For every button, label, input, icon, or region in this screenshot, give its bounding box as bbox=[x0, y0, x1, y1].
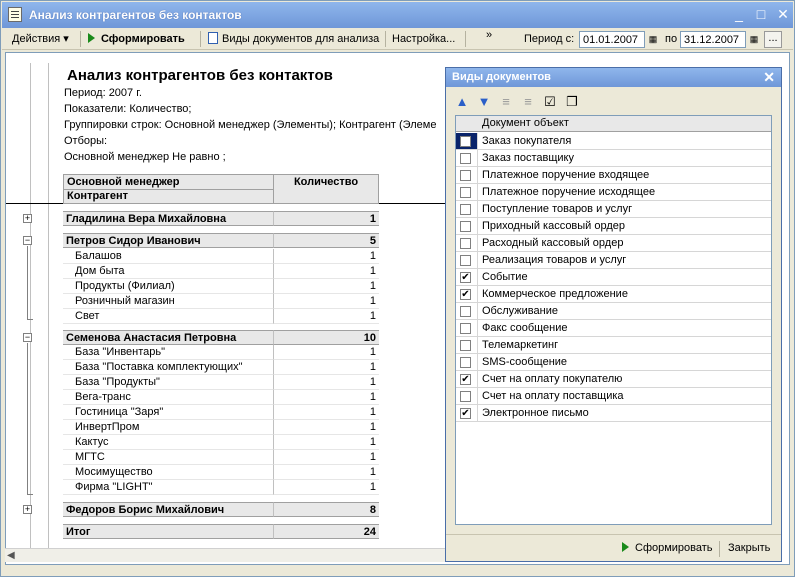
item-label: SMS-сообщение bbox=[482, 356, 568, 368]
item-label: Приходный кассовый ордер bbox=[482, 220, 626, 232]
item-checkbox[interactable] bbox=[460, 136, 471, 147]
report-filters: Отборы: bbox=[64, 135, 108, 147]
sort-desc-icon[interactable]: ≡ bbox=[524, 94, 532, 109]
item-name: База "Инвентарь" bbox=[63, 345, 273, 360]
total-label: Итог bbox=[63, 524, 273, 539]
table-row[interactable] bbox=[63, 435, 379, 450]
item-qty: 1 bbox=[273, 465, 379, 480]
scroll-left-icon[interactable]: ◀ bbox=[7, 550, 15, 561]
report-indicators: Показатели: Количество; bbox=[64, 103, 192, 115]
play-icon bbox=[622, 542, 629, 552]
table-row[interactable] bbox=[63, 249, 379, 264]
gutter-line bbox=[48, 63, 49, 555]
item-qty: 1 bbox=[273, 264, 379, 279]
group-qty: 1 bbox=[273, 211, 379, 226]
period-label: Период с: bbox=[524, 33, 575, 45]
check-all-icon[interactable]: ☑ bbox=[544, 94, 556, 109]
item-qty: 1 bbox=[273, 450, 379, 465]
period-select-button[interactable]: ... bbox=[764, 31, 782, 48]
item-qty: 1 bbox=[273, 345, 379, 360]
item-checkbox[interactable]: ✔ bbox=[461, 374, 470, 385]
item-label: Поступление товаров и услуг bbox=[482, 203, 633, 215]
group-name: Федоров Борис Михайлович bbox=[63, 502, 273, 517]
item-label: Платежное поручение входящее bbox=[482, 169, 650, 181]
list-item[interactable] bbox=[456, 133, 771, 150]
table-row-total bbox=[63, 524, 379, 539]
item-name: Вега-транс bbox=[63, 390, 273, 405]
report-filter-value: Основной менеджер Не равно ; bbox=[64, 151, 226, 163]
table-row[interactable] bbox=[63, 360, 379, 375]
checkbox-cell bbox=[456, 354, 478, 370]
list-item[interactable] bbox=[456, 303, 771, 320]
item-label: Коммерческое предложение bbox=[482, 288, 628, 300]
gutter-line bbox=[30, 63, 31, 555]
item-name: Продукты (Филиал) bbox=[63, 279, 273, 294]
tree-line bbox=[27, 494, 33, 495]
item-name: Дом быта bbox=[63, 264, 273, 279]
list-item[interactable] bbox=[456, 218, 771, 235]
checkbox-cell bbox=[456, 218, 478, 234]
list-item[interactable] bbox=[456, 235, 771, 252]
item-label: Счет на оплату поставщика bbox=[482, 390, 624, 402]
checkbox-cell bbox=[456, 252, 478, 268]
item-label: Расходный кассовый ордер bbox=[482, 237, 624, 249]
popup-generate-button[interactable] bbox=[622, 539, 713, 557]
checkbox-cell bbox=[456, 269, 478, 285]
item-qty: 1 bbox=[273, 360, 379, 375]
item-name: Балашов bbox=[63, 249, 273, 264]
minimize-button[interactable]: _ bbox=[735, 6, 743, 22]
doc-types-button[interactable] bbox=[204, 30, 383, 48]
more-chevron-icon[interactable]: » bbox=[486, 29, 493, 41]
popup-close-icon[interactable]: ✕ bbox=[763, 69, 775, 85]
toolbar bbox=[2, 28, 793, 50]
item-label: Реализация товаров и услуг bbox=[482, 254, 627, 266]
toolbar-separator bbox=[200, 31, 201, 47]
actions-menu[interactable]: Действия ▾ bbox=[12, 33, 69, 45]
item-checkbox[interactable] bbox=[460, 357, 471, 368]
toolbar-separator bbox=[80, 31, 81, 47]
item-name: Свет bbox=[63, 309, 273, 324]
table-row[interactable] bbox=[63, 480, 379, 495]
table-row-group[interactable] bbox=[63, 211, 379, 226]
item-label: Факс сообщение bbox=[482, 322, 568, 334]
generate-button[interactable] bbox=[84, 30, 189, 48]
list-header bbox=[456, 116, 771, 132]
list-item[interactable] bbox=[456, 150, 771, 167]
checkbox-cell bbox=[456, 286, 478, 302]
list-item[interactable] bbox=[456, 252, 771, 269]
horizontal-scrollbar[interactable] bbox=[5, 548, 446, 562]
item-qty: 1 bbox=[273, 405, 379, 420]
list-item[interactable] bbox=[456, 286, 771, 303]
doc-types-list bbox=[455, 115, 772, 525]
item-name: Мосимущество bbox=[63, 465, 273, 480]
table-row[interactable] bbox=[63, 309, 379, 324]
checkbox-cell bbox=[456, 371, 478, 387]
list-item[interactable] bbox=[456, 354, 771, 371]
table-row[interactable] bbox=[63, 390, 379, 405]
table-row[interactable] bbox=[63, 450, 379, 465]
item-qty: 1 bbox=[273, 249, 379, 264]
popup-footer bbox=[446, 534, 781, 560]
group-name: Гладилина Вера Михайловна bbox=[63, 211, 273, 226]
generate-label: Сформировать bbox=[101, 33, 185, 45]
sort-asc-icon[interactable]: ≡ bbox=[502, 94, 510, 109]
settings-button[interactable]: Настройка... bbox=[392, 33, 456, 45]
list-item[interactable] bbox=[456, 184, 771, 201]
table-row[interactable] bbox=[63, 420, 379, 435]
popup-title: Виды документов bbox=[452, 71, 551, 83]
column-header-quantity: Количество bbox=[273, 174, 379, 204]
checkbox-cell bbox=[456, 167, 478, 183]
item-name: ИнвертПром bbox=[63, 420, 273, 435]
item-label: Электронное письмо bbox=[482, 407, 589, 419]
popup-close-button[interactable]: Закрыть bbox=[728, 542, 771, 554]
table-row[interactable] bbox=[63, 294, 379, 309]
checkbox-cell bbox=[456, 337, 478, 353]
item-checkbox[interactable] bbox=[460, 323, 471, 334]
checkbox-cell bbox=[456, 235, 478, 251]
item-qty: 1 bbox=[273, 435, 379, 450]
toolbar-separator bbox=[465, 31, 466, 47]
item-checkbox[interactable]: ✔ bbox=[461, 408, 470, 419]
item-name: База "Поставка комплектующих" bbox=[63, 360, 273, 375]
popup-title-bar bbox=[446, 68, 781, 87]
item-checkbox[interactable] bbox=[460, 170, 471, 181]
item-checkbox[interactable]: ✔ bbox=[461, 289, 470, 300]
item-label: Событие bbox=[482, 271, 528, 283]
document-icon bbox=[8, 7, 22, 22]
item-checkbox[interactable] bbox=[460, 204, 471, 215]
checkbox-cell bbox=[456, 133, 478, 149]
group-qty: 10 bbox=[273, 330, 379, 345]
checkbox-cell bbox=[456, 201, 478, 217]
item-checkbox[interactable] bbox=[460, 153, 471, 164]
report-groupings: Группировки строк: Основной менеджер (Элементы); Контрагент (Элеме bbox=[64, 119, 437, 131]
footer-separator bbox=[719, 541, 720, 557]
item-checkbox[interactable] bbox=[460, 255, 471, 266]
item-qty: 1 bbox=[273, 375, 379, 390]
group-qty: 8 bbox=[273, 502, 379, 517]
checkbox-cell bbox=[456, 303, 478, 319]
list-item[interactable] bbox=[456, 388, 771, 405]
report-title: Анализ контрагентов без контактов bbox=[67, 67, 333, 84]
table-row-group[interactable] bbox=[63, 330, 379, 345]
expand-icon[interactable]: + bbox=[24, 213, 31, 223]
group-qty: 5 bbox=[273, 233, 379, 248]
move-up-icon[interactable]: ▲ bbox=[455, 94, 469, 109]
list-item[interactable] bbox=[456, 167, 771, 184]
collapse-icon[interactable]: − bbox=[24, 332, 31, 342]
item-qty: 1 bbox=[273, 294, 379, 309]
item-checkbox[interactable] bbox=[460, 340, 471, 351]
calendar-icon[interactable]: ▦ bbox=[749, 34, 759, 44]
list-item[interactable] bbox=[456, 405, 771, 422]
list-item[interactable] bbox=[456, 337, 771, 354]
checkbox-cell bbox=[456, 150, 478, 166]
item-qty: 1 bbox=[273, 420, 379, 435]
move-down-icon[interactable]: ▼ bbox=[477, 94, 491, 109]
uncheck-all-icon[interactable]: ❐ bbox=[566, 94, 578, 109]
window-title: Анализ контрагентов без контактов bbox=[29, 8, 242, 22]
title-bar bbox=[2, 2, 793, 28]
doc-types-label: Виды документов для анализа bbox=[222, 33, 380, 45]
column-header-manager: Основной менеджер bbox=[63, 174, 274, 190]
doc-types-icon bbox=[208, 32, 218, 44]
item-qty: 1 bbox=[273, 480, 379, 495]
total-qty: 24 bbox=[273, 524, 379, 539]
item-checkbox[interactable] bbox=[460, 238, 471, 249]
item-qty: 1 bbox=[273, 309, 379, 324]
item-label: Телемаркетинг bbox=[482, 339, 559, 351]
checkbox-cell bbox=[456, 405, 478, 421]
list-column-header: Документ объект bbox=[482, 117, 569, 129]
list-item[interactable] bbox=[456, 371, 771, 388]
table-row[interactable] bbox=[63, 279, 379, 294]
play-icon bbox=[88, 33, 95, 43]
table-row[interactable] bbox=[63, 345, 379, 360]
expand-icon[interactable]: + bbox=[24, 504, 31, 514]
table-row-group[interactable] bbox=[63, 502, 379, 517]
checkbox-cell bbox=[456, 320, 478, 336]
doc-types-popup bbox=[445, 67, 782, 562]
report-period: Период: 2007 г. bbox=[64, 87, 142, 99]
table-row[interactable] bbox=[63, 375, 379, 390]
item-label: Заказ покупателя bbox=[482, 135, 572, 147]
checkbox-cell bbox=[456, 388, 478, 404]
item-label: Счет на оплату покупателю bbox=[482, 373, 623, 385]
column-header-counterparty: Контрагент bbox=[63, 189, 274, 204]
list-item[interactable] bbox=[456, 201, 771, 218]
calendar-icon[interactable]: ▦ bbox=[648, 34, 658, 44]
item-checkbox[interactable] bbox=[460, 221, 471, 232]
item-label: Обслуживание bbox=[482, 305, 558, 317]
item-name: Фирма "LIGHT" bbox=[63, 480, 273, 495]
table-row[interactable] bbox=[63, 405, 379, 420]
item-checkbox[interactable] bbox=[460, 187, 471, 198]
item-qty: 1 bbox=[273, 279, 379, 294]
item-name: Гостиница "Заря" bbox=[63, 405, 273, 420]
group-name: Петров Сидор Иванович bbox=[63, 233, 273, 248]
group-name: Семенова Анастасия Петровна bbox=[63, 330, 273, 345]
item-checkbox[interactable]: ✔ bbox=[461, 272, 470, 283]
item-checkbox[interactable] bbox=[460, 306, 471, 317]
date-to-field[interactable]: 31.12.2007 bbox=[680, 31, 746, 48]
item-label: Заказ поставщику bbox=[482, 152, 574, 164]
close-button[interactable]: ✕ bbox=[777, 6, 789, 22]
item-checkbox[interactable] bbox=[460, 391, 471, 402]
list-item[interactable] bbox=[456, 269, 771, 286]
item-name: Розничный магазин bbox=[63, 294, 273, 309]
table-row[interactable] bbox=[63, 264, 379, 279]
popup-generate-label: Сформировать bbox=[635, 542, 713, 554]
list-item[interactable] bbox=[456, 320, 771, 337]
item-name: МГТС bbox=[63, 450, 273, 465]
maximize-button[interactable]: □ bbox=[756, 6, 766, 22]
to-label: по bbox=[665, 33, 678, 45]
item-label: Платежное поручение исходящее bbox=[482, 186, 656, 198]
table-row[interactable] bbox=[63, 465, 379, 480]
tree-line bbox=[27, 343, 28, 495]
item-name: Кактус bbox=[63, 435, 273, 450]
item-qty: 1 bbox=[273, 390, 379, 405]
table-row-group[interactable] bbox=[63, 233, 379, 248]
item-name: База "Продукты" bbox=[63, 375, 273, 390]
tree-line bbox=[27, 319, 33, 320]
tree-line bbox=[27, 246, 28, 320]
collapse-icon[interactable]: − bbox=[24, 235, 31, 245]
date-from-field[interactable]: 01.01.2007 bbox=[579, 31, 645, 48]
checkbox-cell bbox=[456, 184, 478, 200]
toolbar-separator bbox=[385, 31, 386, 47]
